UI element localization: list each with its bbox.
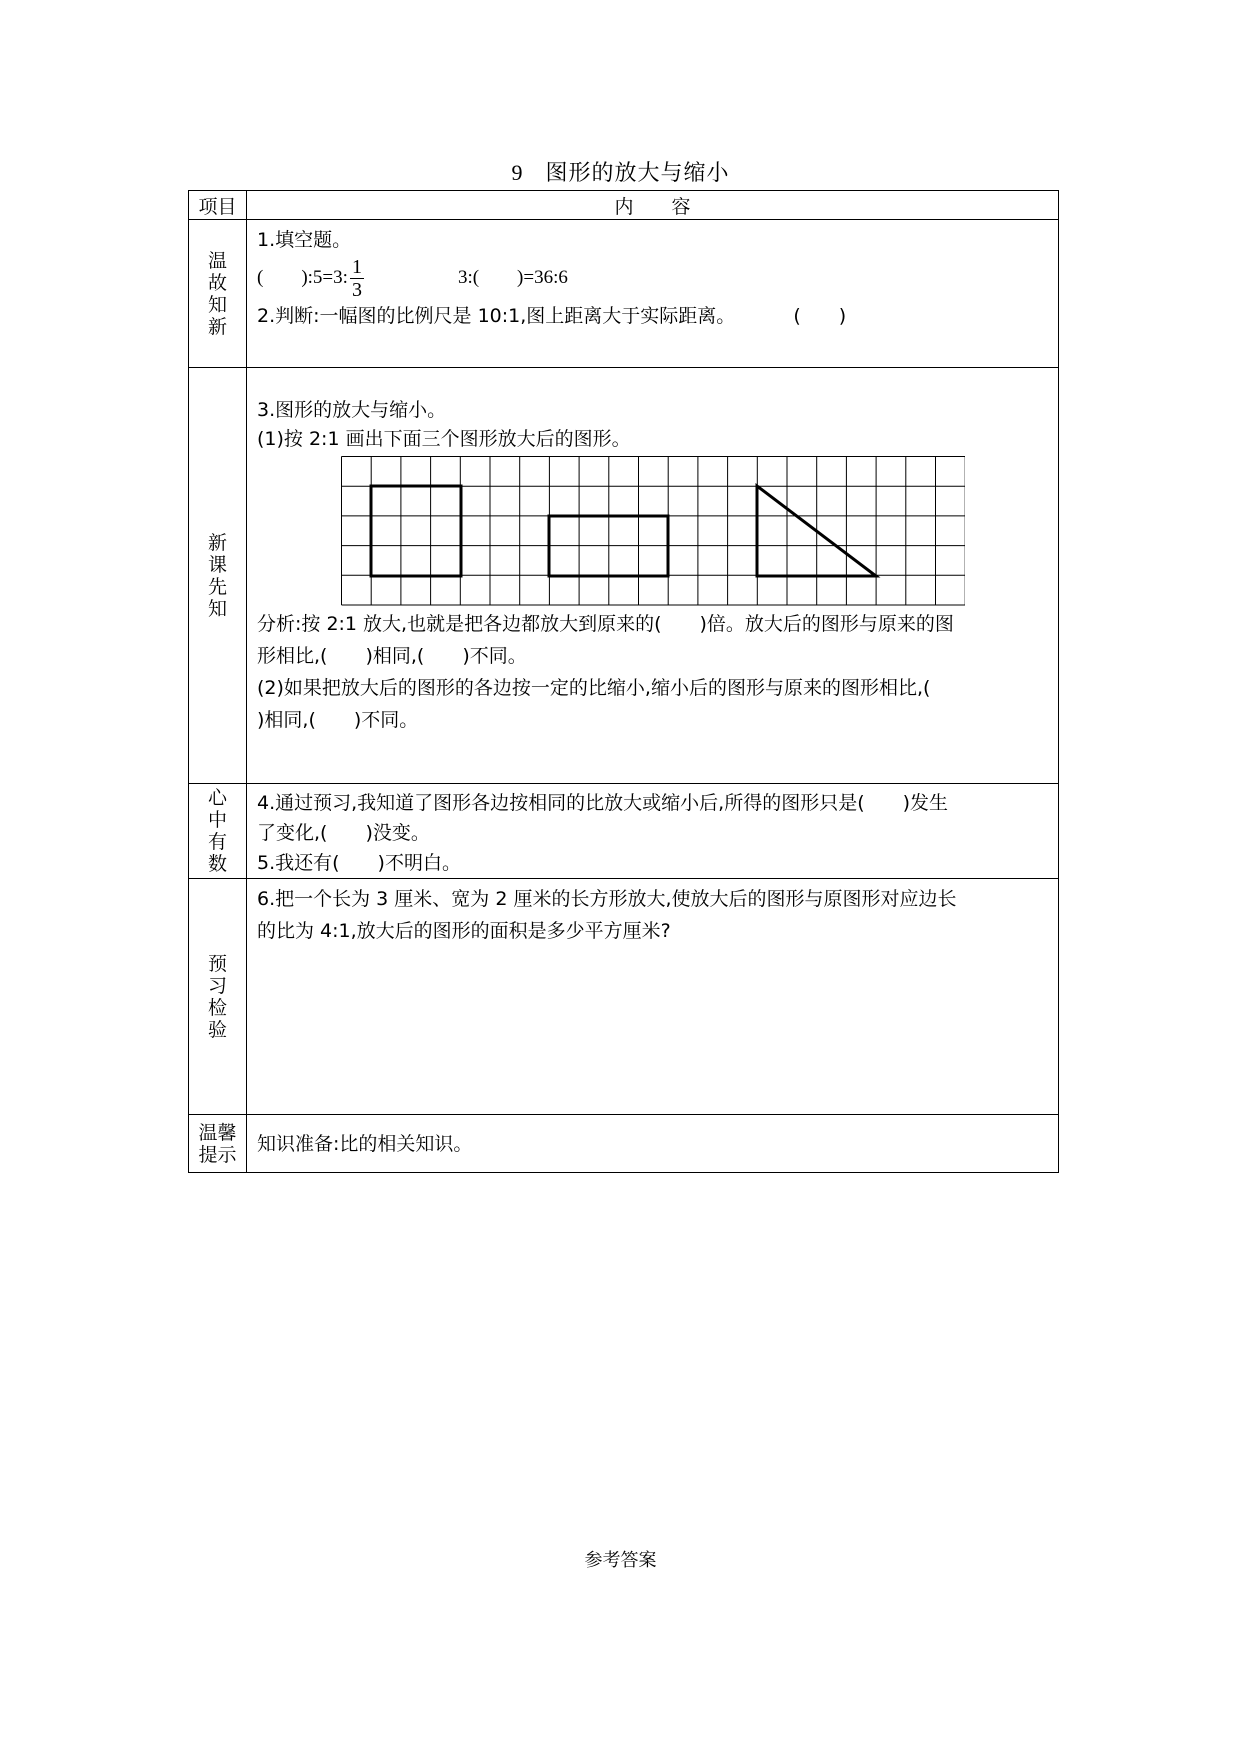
analysis-line-1: 分析:按 2:1 放大,也就是把各边都放大到原来的( )倍。放大后的图形与原来的图 [257, 613, 954, 635]
fraction-one-third [350, 256, 364, 301]
row-label-new-lesson: 新课先知 [189, 368, 247, 784]
title-number: 9 [511, 160, 524, 185]
question-5: 5.我还有( )不明白。 [257, 852, 461, 874]
analysis-line-2: 形相比,( )相同,( )不同。 [257, 645, 527, 667]
reference-answer-heading: 参考答案 [584, 1550, 657, 1571]
row-content-mind [247, 784, 1059, 879]
row-label-check: 预习检验 [189, 879, 247, 1115]
row-label-tip: 温馨提示 [189, 1115, 247, 1173]
tip-text: 知识准备:比的相关知识。 [257, 1132, 473, 1155]
fraction-denominator: 3 [351, 278, 362, 301]
question-2 [257, 300, 1048, 332]
answer-bracket: ( ) [793, 305, 847, 327]
question-1: 1.填空题。 [257, 229, 352, 251]
question-6-line-1: 6.把一个长为 3 厘米、宽为 2 厘米的长方形放大,使放大后的图形与原图形对应边长 [257, 888, 957, 910]
table-row [189, 1115, 1059, 1173]
question-3-1: (1)按 2:1 画出下面三个图形放大后的图形。 [257, 428, 631, 450]
question-4-line-1: 4.通过预习,我知道了图形各边按相同的比放大或缩小后,所得的图形只是( )发生 [257, 792, 949, 814]
header-project: 项目 [189, 191, 247, 220]
grid-figure [341, 456, 1048, 606]
grid-lines [342, 457, 966, 606]
fraction-numerator: 1 [351, 255, 362, 278]
table-row [189, 220, 1059, 368]
title-text: 图形的放大与缩小 [545, 161, 730, 186]
grid-svg [341, 456, 965, 606]
row-content-check [247, 879, 1059, 1115]
square-shape [371, 486, 461, 576]
table-header-row [189, 191, 1059, 220]
table-row [189, 879, 1059, 1115]
question-2-text: 2.判断:一幅图的比例尺是 10:1,图上距离大于实际距离。 [257, 305, 736, 327]
header-content: 内 容 [247, 191, 1059, 220]
worksheet-table [188, 190, 1059, 1173]
question-4-line-2: 了变化,( )没变。 [257, 822, 430, 844]
question-1a: ( ):5=3: [257, 267, 348, 288]
row-label-mind: 心中有数 [189, 784, 247, 879]
question-3: 3.图形的放大与缩小。 [257, 399, 447, 421]
question-6-line-2: 的比为 4:1,放大后的图形的面积是多少平方厘米? [257, 920, 671, 942]
page-title [0, 156, 1241, 187]
question-3-2-line-2: )相同,( )不同。 [257, 709, 419, 731]
table-row [189, 368, 1059, 784]
question-1-items [257, 256, 1048, 300]
table-row [189, 784, 1059, 879]
row-content-new-lesson [247, 368, 1059, 784]
row-label-review: 温故知新 [189, 220, 247, 368]
question-1b: 3:( )=36:6 [457, 267, 568, 288]
row-content-tip [247, 1115, 1059, 1173]
question-3-2-line-1: (2)如果把放大后的图形的各边按一定的比缩小,缩小后的图形与原来的图形相比,( [257, 677, 931, 699]
row-content-review [247, 220, 1059, 368]
